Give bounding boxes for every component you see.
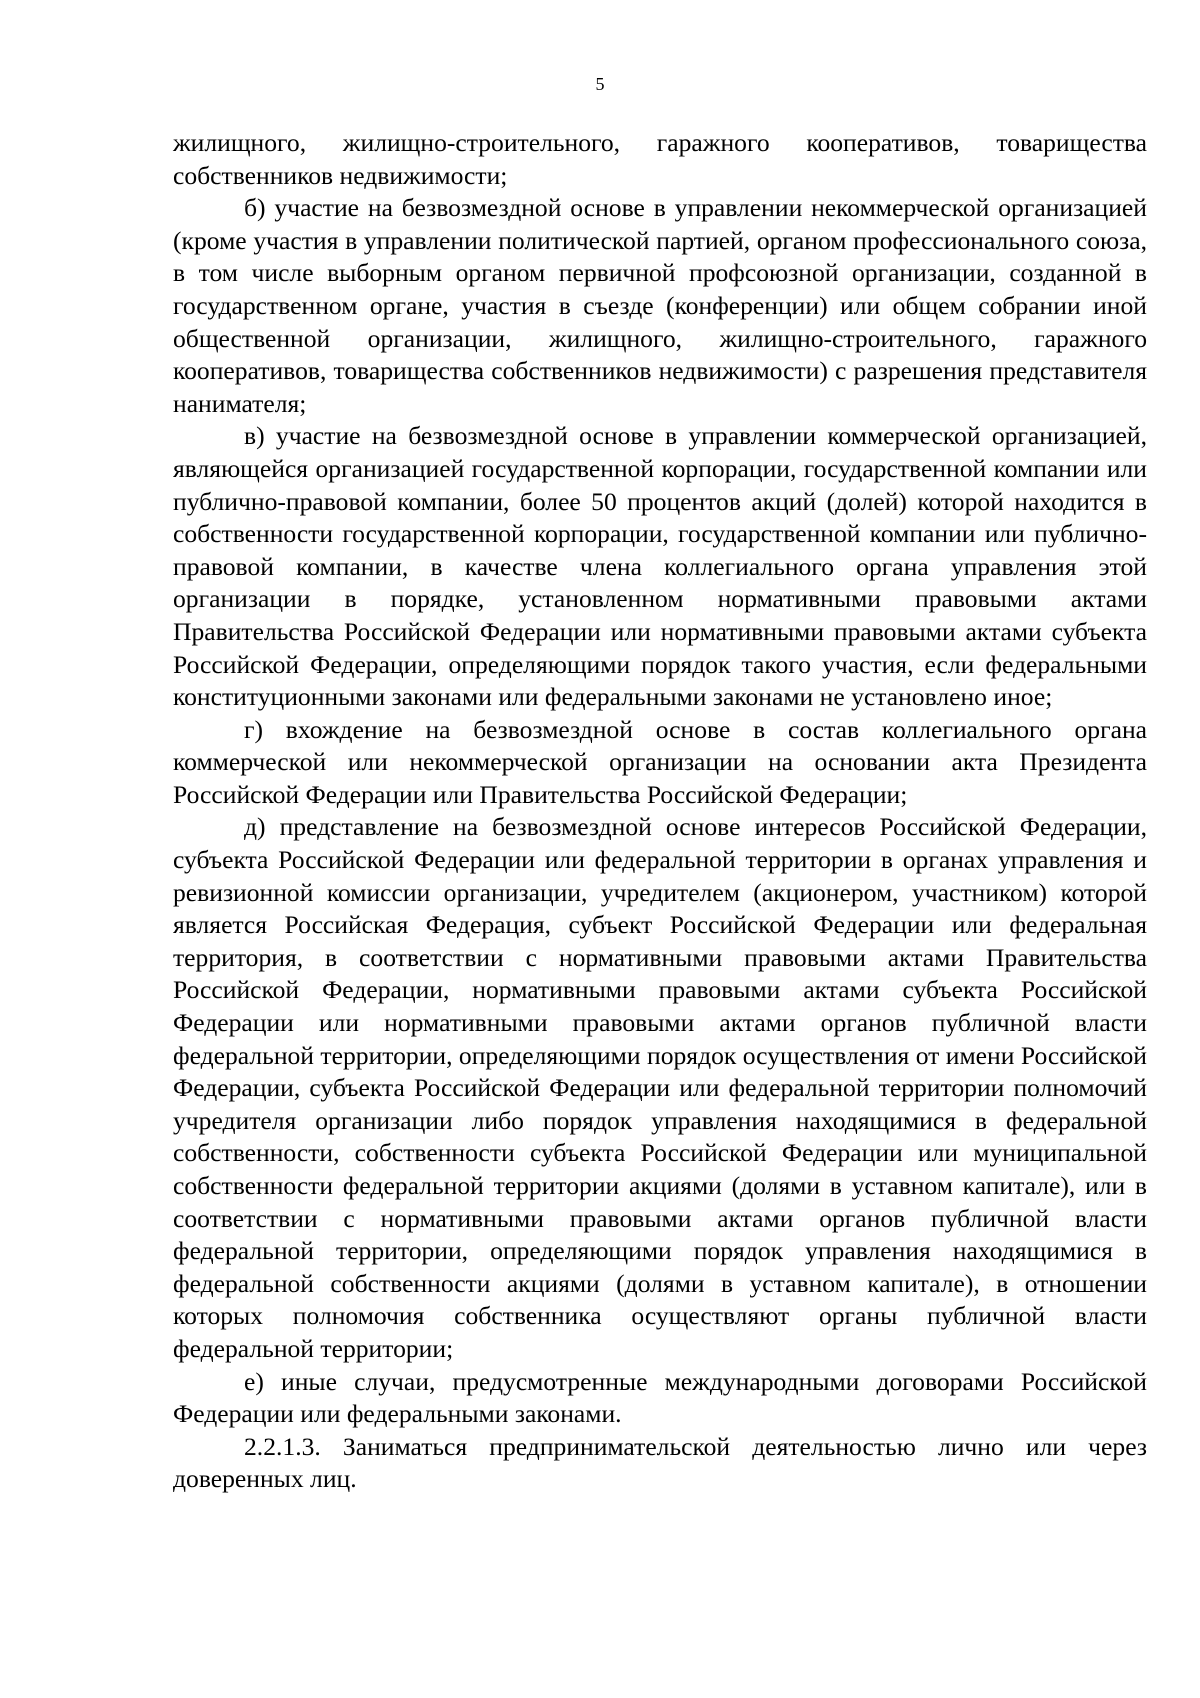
- paragraph-clause-2-2-1-3: 2.2.1.3. Заниматься предпринимательской деятельностью лично или через доверенных лиц.: [173, 1431, 1147, 1494]
- paragraph-continuation: жилищного, жилищно-строительного, гаражного кооперативов, товарищества собственников недвижимости;: [173, 128, 1147, 190]
- document-body: [173, 127, 1147, 1496]
- paragraph-item-g: г) вхождение на безвозмездной основе в состав коллегиального органа коммерческой или некоммерческой организации на основании акта Президента Российской Федерации или Правительства Российской Федерации;: [173, 714, 1147, 809]
- paragraph-item-d: д) представление на безвозмездной основе интересов Российской Федерации, субъекта Российской Федерации или федеральной территории в органах управления и ревизионной комиссии организации, учредителем (акционером, участником) которой является Российская Федерация, субъект Российской Федерации или федеральная территория, в соответствии с нормативными правовыми актами Правительства Российской Федерации, нормативными правовыми актами субъекта Российской Федерации или нормативными правовыми актами органов публичной власти федеральной территории, определяющими порядок осуществления от имени Российской Федерации, субъекта Российской Федерации или федеральной территории полномочий учредителя организации либо порядок управления находящимися в федеральной собственности, собственности субъекта Российской Федерации или муниципальной собственности федеральной территории акциями (долями в уставном капитале), или в соответствии с нормативными правовыми актами органов публичной власти федеральной территории, определяющими порядок управления находящимися в федеральной собственности акциями (долями в уставном капитале), в отношении которых полномочия собственника осуществляют органы публичной власти федеральной территории;: [173, 812, 1147, 1363]
- paragraph-item-b: б) участие на безвозмездной основе в управлении некоммерческой организацией (кроме участия в управлении политической партией, органом профессионального союза, в том числе выборным органом первичной профсоюзной организации, созданной в государственном органе, участия в съезде (конференции) или общем собрании иной общественной организации, жилищного, жилищно-строительного, гаражного кооперативов, товарищества собственников недвижимости) с разрешения представителя нанимателя;: [173, 193, 1147, 418]
- paragraph-item-e: е) иные случаи, предусмотренные международными договорами Российской Федерации или федеральными законами.: [173, 1366, 1147, 1429]
- paragraph-item-v: в) участие на безвозмездной основе в управлении коммерческой организацией, являющейся организацией государственной корпорации, государственной компании или публично-правовой компании, более 50 процентов акций (долей) которой находится в собственности государственной корпорации, государственной компании или публично-правовой компании, в качестве члена коллегиального органа управления этой организации в порядке, установленном нормативными правовыми актами Правительства Российской Федерации или нормативными правовыми актами субъекта Российской Федерации, определяющими порядок такого участия, если федеральными конституционными законами или федеральными законами не установлено иное;: [173, 421, 1147, 712]
- page-number: 5: [595, 74, 605, 94]
